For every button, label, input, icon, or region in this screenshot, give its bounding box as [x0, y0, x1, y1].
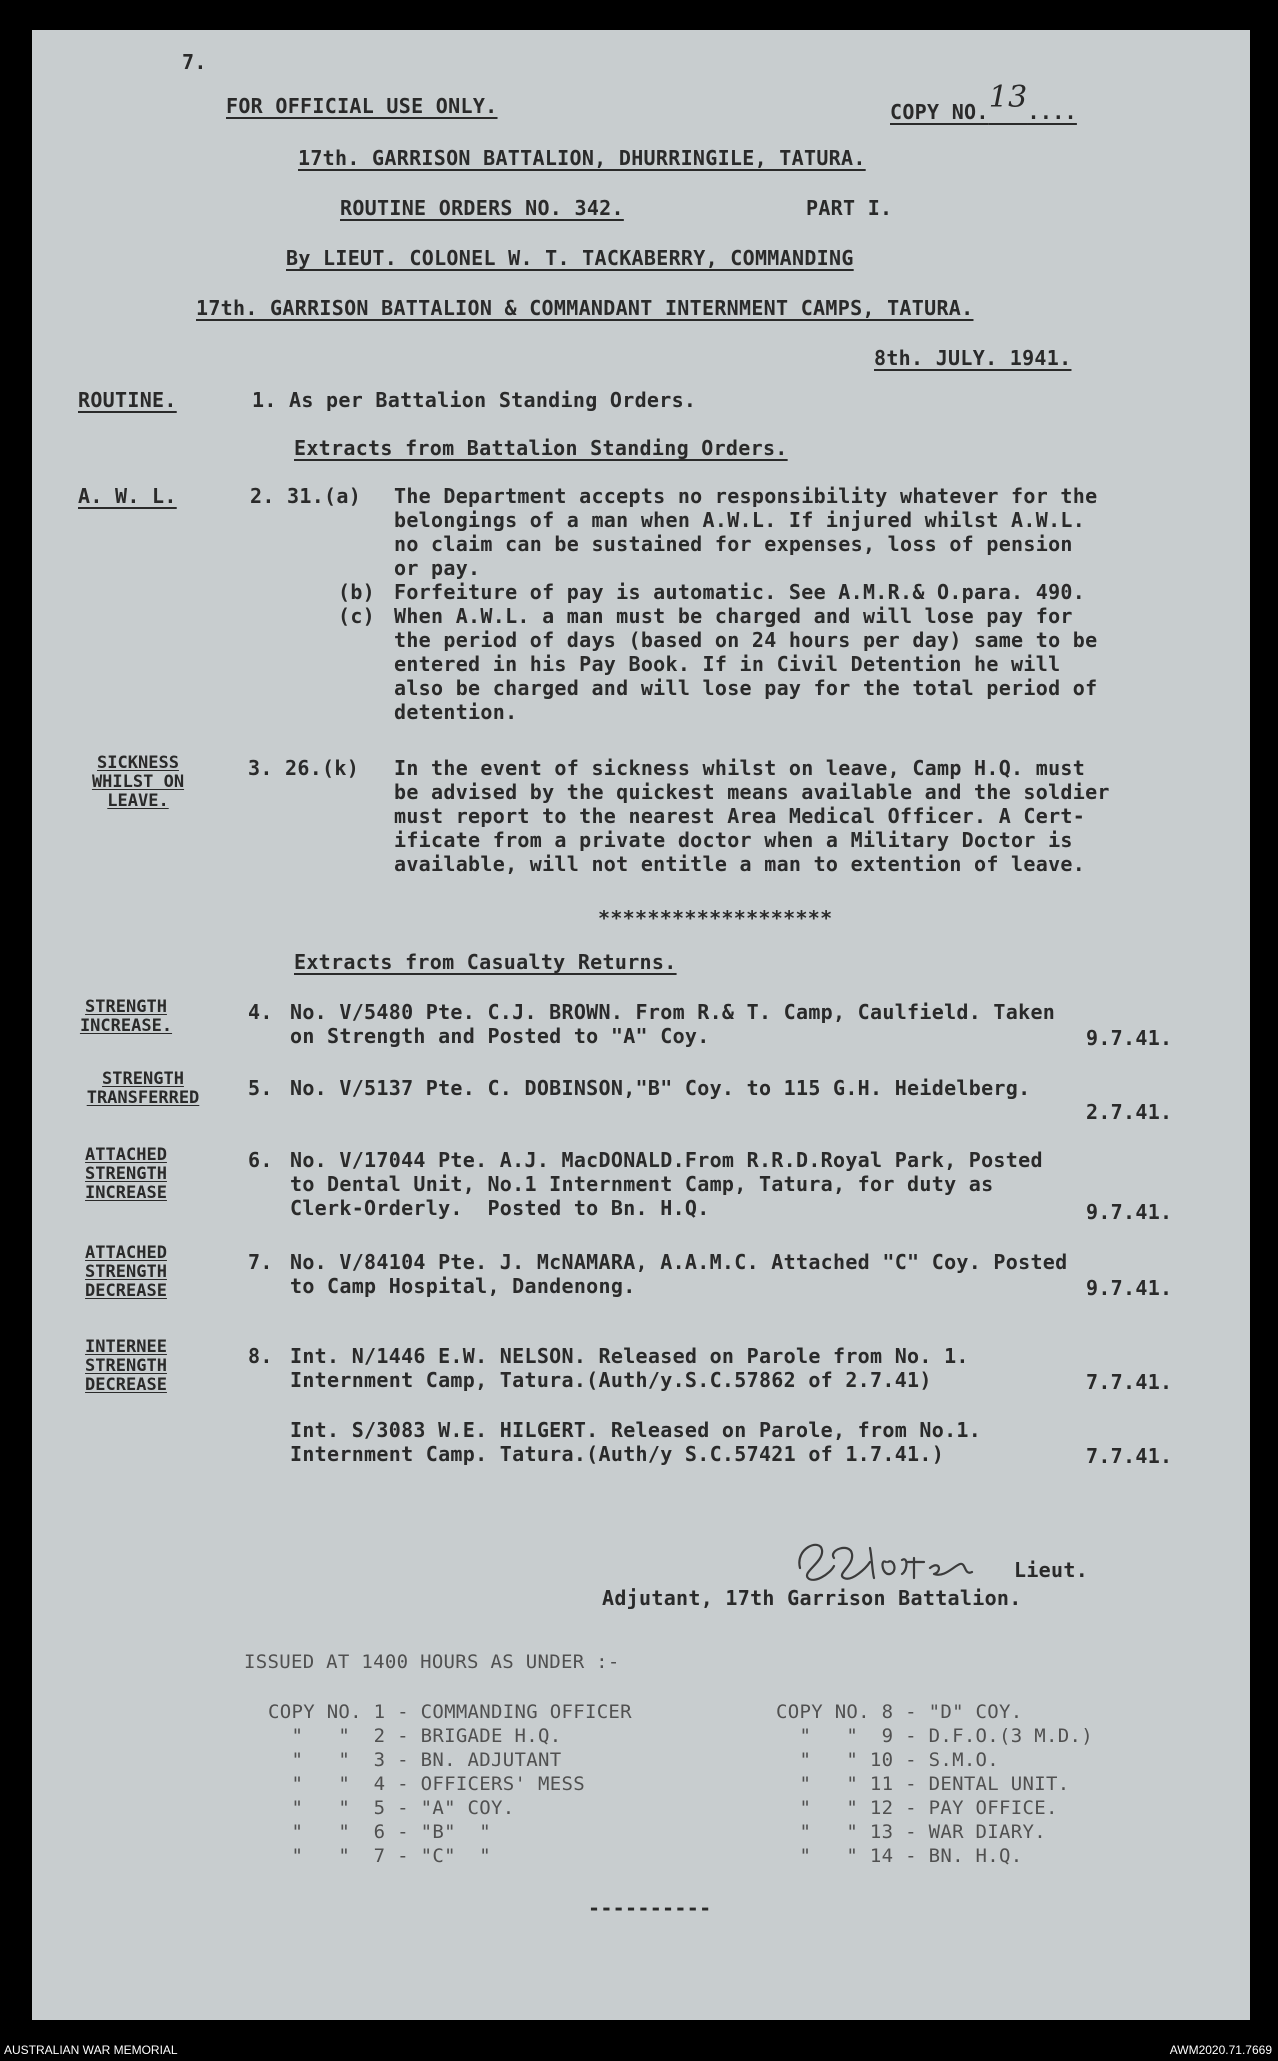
document-page: [32, 30, 1250, 2020]
item-date: 7.7.41.: [1086, 1444, 1173, 1468]
awl-a-line-4: or pay.: [394, 556, 481, 580]
distribution-right-item: " " 11 - DENTAL UNIT.: [776, 1773, 1070, 1795]
margin-awl: A. W. L.: [78, 484, 177, 508]
signature-handwritten: [790, 1528, 980, 1588]
distribution-right-item: " " 14 - BN. H.Q.: [776, 1845, 1023, 1867]
margin-sickness: SICKNESS WHILST ON LEAVE.: [91, 753, 185, 811]
end-rule: ----------: [588, 1896, 712, 1920]
sickness-number: 3. 26.(k): [248, 756, 360, 780]
sickness-line-4: ificate from a private doctor when a Military Doctor is: [394, 828, 1073, 852]
distribution-left-item: " " 4 - OFFICERS' MESS: [268, 1773, 585, 1795]
signature-rank: Lieut.: [1014, 1558, 1089, 1582]
awl-c-line-5: detention.: [394, 700, 518, 724]
item-line: No. V/5137 Pte. C. DOBINSON,"B" Coy. to 115 G.H. Heidelberg.: [290, 1076, 1031, 1100]
item-line: to Camp Hospital, Dandenong.: [290, 1274, 636, 1298]
casualty-heading: Extracts from Casualty Returns.: [294, 950, 677, 974]
item-line: No. V/84104 Pte. J. McNAMARA, A.A.M.C. Attached "C" Coy. Posted: [290, 1250, 1068, 1274]
distribution-heading: ISSUED AT 1400 HOURS AS UNDER :-: [244, 1651, 620, 1673]
distribution-right-item: " " 12 - PAY OFFICE.: [776, 1797, 1058, 1819]
margin-attached-increase: ATTACHED STRENGTH INCREASE: [85, 1145, 167, 1203]
routine-text: 1. As per Battalion Standing Orders.: [252, 388, 697, 412]
awl-c-line-4: also be charged and will lose pay for the total period of: [394, 676, 1098, 700]
margin-strength-increase: STRENGTH INCREASE.: [79, 997, 173, 1036]
awl-a-line-3: no claim can be sustained for expenses, loss of pension: [394, 532, 1073, 556]
item-date: 9.7.41.: [1086, 1200, 1173, 1224]
copy-label: COPY NO.: [890, 100, 989, 124]
distribution-left-item: " " 3 - BN. ADJUTANT: [268, 1749, 562, 1771]
item-line: No. V/17044 Pte. A.J. MacDONALD.From R.R.D.Royal Park, Posted: [290, 1148, 1043, 1172]
standing-orders-heading: Extracts from Battalion Standing Orders.: [294, 436, 788, 460]
sickness-line-5: available, will not entitle a man to extention of leave.: [394, 852, 1086, 876]
distribution-right-item: COPY NO. 8 - "D" COY.: [776, 1701, 1023, 1723]
item-line: Int. N/1446 E.W. NELSON. Released on Parole from No. 1.: [290, 1344, 969, 1368]
awl-c-line-2: the period of days (based on 24 hours per day) same to be: [394, 628, 1098, 652]
item-line: Clerk-Orderly. Posted to Bn. H.Q.: [290, 1196, 710, 1220]
margin-attached-decrease: ATTACHED STRENGTH DECREASE: [85, 1243, 167, 1301]
distribution-right-item: " " 13 - WAR DIARY.: [776, 1821, 1046, 1843]
sickness-line-3: must report to the nearest Area Medical Officer. A Cert-: [394, 804, 1086, 828]
item-date: 2.7.41.: [1086, 1100, 1173, 1124]
item-line: Int. S/3083 W.E. HILGERT. Released on Parole, from No.1.: [290, 1418, 982, 1442]
footer-archive: AUSTRALIAN WAR MEMORIAL: [4, 2043, 178, 2057]
item-number: 4.: [248, 1000, 273, 1024]
page-number: 7.: [182, 50, 207, 74]
signature-title: Adjutant, 17th Garrison Battalion.: [602, 1586, 1022, 1610]
item-number: 8.: [248, 1344, 273, 1368]
copy-number: [890, 80, 1077, 124]
awl-c-line-3: entered in his Pay Book. If in Civil Detention he will: [394, 652, 1061, 676]
command-line: 17th. GARRISON BATTALION & COMMANDANT INTERNMENT CAMPS, TATURA.: [196, 296, 974, 320]
item-date: 9.7.41.: [1086, 1276, 1173, 1300]
part-label: PART I.: [806, 196, 893, 220]
sickness-line-2: be advised by the quickest means available and the soldier: [394, 780, 1110, 804]
distribution-left-item: " " 6 - "B" ": [268, 1821, 492, 1843]
copy-number-handwritten: 13: [988, 80, 1028, 115]
awl-b-line: Forfeiture of pay is automatic. See A.M.R.& O.para. 490.: [394, 580, 1086, 604]
item-line: Internment Camp, Tatura.(Auth/y.S.C.57862 of 2.7.41): [290, 1368, 932, 1392]
item-date: 9.7.41.: [1086, 1026, 1173, 1050]
awl-a-line-2: belongings of a man when A.W.L. If injured whilst A.W.L.: [394, 508, 1086, 532]
unit-line: 17th. GARRISON BATTALION, DHURRINGILE, TATURA.: [298, 146, 866, 170]
awl-c-label: (c): [338, 604, 376, 628]
margin-internee-decrease: INTERNEE STRENGTH DECREASE: [85, 1337, 167, 1395]
classification: FOR OFFICIAL USE ONLY.: [226, 94, 498, 118]
distribution-right-item: " " 9 - D.F.O.(3 M.D.): [776, 1725, 1093, 1747]
awl-c-line-1: When A.W.L. a man must be charged and will lose pay for: [394, 604, 1073, 628]
order-date: 8th. JULY. 1941.: [874, 346, 1072, 370]
item-number: 6.: [248, 1148, 273, 1172]
distribution-left-item: " " 5 - "A" COY.: [268, 1797, 515, 1819]
item-number: 5.: [248, 1076, 273, 1100]
margin-routine: ROUTINE.: [78, 388, 177, 412]
copy-dots: ....: [1027, 100, 1077, 124]
item-line: No. V/5480 Pte. C.J. BROWN. From R.& T. Camp, Caulfield. Taken: [290, 1000, 1056, 1024]
separator: *******************: [598, 906, 833, 930]
distribution-left-item: " " 2 - BRIGADE H.Q.: [268, 1725, 562, 1747]
item-line: to Dental Unit, No.1 Internment Camp, Tatura, for duty as: [290, 1172, 994, 1196]
distribution-right-item: " " 10 - S.M.O.: [776, 1749, 1000, 1771]
footer-reference: AWM2020.71.7669: [1169, 2043, 1272, 2057]
item-line: on Strength and Posted to "A" Coy.: [290, 1024, 710, 1048]
orders-line: ROUTINE ORDERS NO. 342.: [340, 196, 624, 220]
distribution-left-item: COPY NO. 1 - COMMANDING OFFICER: [268, 1701, 632, 1723]
sickness-line-1: In the event of sickness whilst on leave, Camp H.Q. must: [394, 756, 1086, 780]
margin-strength-transferred: STRENGTH TRANSFERRED: [86, 1069, 200, 1108]
awl-a-line-1: The Department accepts no responsibility whatever for the: [394, 484, 1098, 508]
item-line: Internment Camp. Tatura.(Auth/y S.C.57421 of 1.7.41.): [290, 1442, 945, 1466]
distribution-left-item: " " 7 - "C" ": [268, 1845, 492, 1867]
awl-b-label: (b): [338, 580, 376, 604]
by-line: By LIEUT. COLONEL W. T. TACKABERRY, COMMANDING: [286, 246, 854, 270]
item-date: 7.7.41.: [1086, 1370, 1173, 1394]
item-number: 7.: [248, 1250, 273, 1274]
awl-number: 2. 31.(a): [250, 484, 362, 508]
